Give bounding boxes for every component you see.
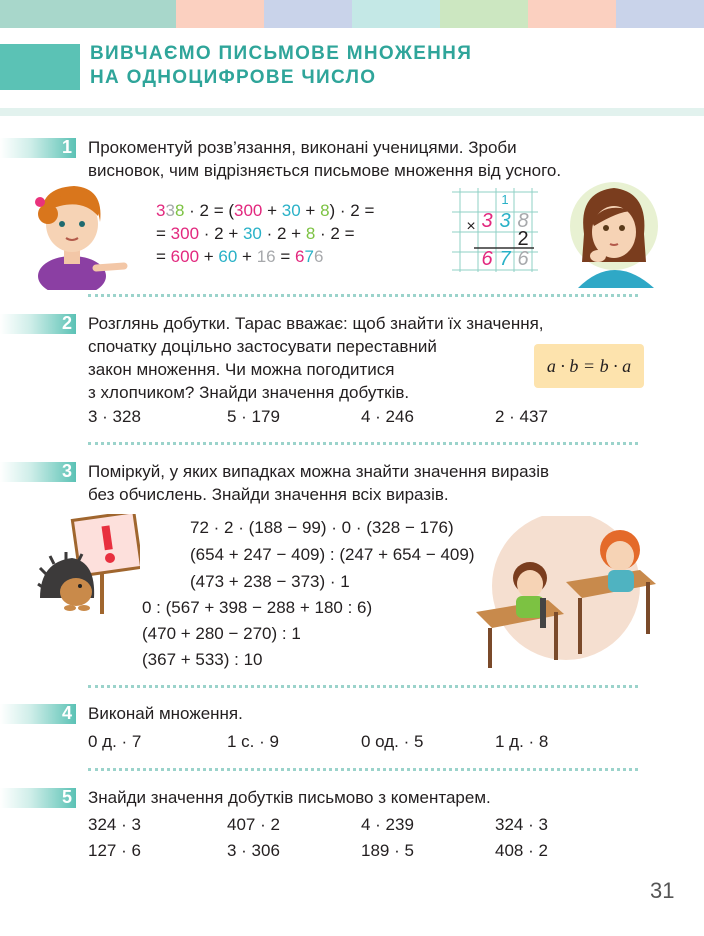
result-hundreds: 6	[295, 247, 305, 266]
digit-units: 8	[174, 201, 185, 220]
task1-line-2: висновок, чим відрізняється письмове множення від усного.	[88, 161, 562, 180]
task2-line-4: з хлопчиком? Знайди значення добутків.	[88, 383, 410, 402]
task-number-label: 1	[61, 137, 72, 157]
task-number-5	[0, 788, 76, 808]
pupils-at-desks-illustration	[470, 516, 666, 672]
title-line-2: НА ОДНОЦИФРОВЕ ЧИСЛО	[90, 67, 377, 88]
math-text: ) · 2 =	[329, 201, 375, 220]
carry-digit: 1	[501, 192, 509, 207]
task-number-label: 5	[61, 787, 72, 807]
top-digit: 3	[499, 210, 511, 232]
section-divider	[88, 294, 638, 297]
girl-illustration-left	[26, 180, 130, 290]
expression-line: (470 + 280 − 270) : 1	[142, 624, 301, 643]
task-number-4	[0, 704, 76, 724]
strip-segment	[440, 0, 528, 28]
commutative-law-formula: a · b = b · a	[534, 344, 644, 388]
expression-item: 408 · 2	[495, 841, 548, 860]
strip-segment	[0, 0, 88, 28]
header-band	[0, 44, 80, 90]
math-text: · 2 =	[315, 224, 355, 243]
tens-value: 30	[242, 224, 262, 243]
strip-segment	[88, 0, 176, 28]
expression-line: (367 + 533) : 10	[142, 650, 263, 669]
math-text: +	[262, 201, 282, 220]
top-digit: 8	[517, 210, 529, 232]
hedgehog-with-sign-illustration	[36, 514, 140, 614]
task-number-2	[0, 314, 76, 334]
result-digit: 7	[499, 248, 511, 270]
multiplier-digit: 2	[517, 228, 529, 250]
expression-item: 3 · 328	[88, 407, 141, 426]
task3-text	[88, 460, 549, 506]
math-text: · 2 = (	[184, 201, 235, 220]
strip-segment	[352, 0, 440, 28]
math-text: =	[156, 247, 171, 266]
hundreds-value: 300	[170, 224, 200, 243]
section-divider	[88, 442, 638, 445]
task2-text	[88, 312, 544, 404]
solution-line-2	[156, 224, 355, 244]
column-multiplication-grid	[452, 188, 538, 272]
digit-hundreds: 3	[156, 201, 166, 220]
strip-segment	[264, 0, 352, 28]
math-text: +	[237, 247, 257, 266]
task5-text: Знайди значення добутків письмово з коментарем.	[88, 788, 491, 807]
top-color-strip	[0, 0, 704, 28]
expression-item: 127 · 6	[88, 841, 141, 860]
page-title	[90, 42, 472, 90]
title-line-1: ВИВЧАЄМО ПИСЬМОВЕ МНОЖЕННЯ	[90, 43, 473, 64]
task3-line-2: без обчислень. Знайди значення всіх виразів.	[88, 485, 449, 504]
expression-line: 72 · 2 · (188 − 99) · 0 · (328 − 176)	[190, 518, 454, 537]
math-text: =	[156, 224, 171, 243]
task-number-label: 3	[61, 461, 72, 481]
units-value: 16	[256, 247, 276, 266]
expression-line: 0 : (567 + 398 − 288 + 180 : 6)	[142, 598, 373, 617]
units-value: 8	[305, 224, 316, 243]
result-digit: 6	[517, 248, 529, 270]
solution-line-1	[156, 201, 374, 221]
expression-item: 189 · 5	[361, 841, 414, 860]
math-text: =	[275, 247, 295, 266]
result-digit: 6	[481, 248, 493, 270]
girl-illustration-right	[564, 182, 664, 288]
header-divider	[0, 108, 704, 116]
page-number: 31	[650, 878, 675, 903]
expression-item: 3 · 306	[227, 841, 280, 860]
math-text: +	[199, 247, 219, 266]
expression-line: (473 + 238 − 373) · 1	[190, 572, 350, 591]
expression-item: 1 д. · 8	[495, 732, 549, 751]
strip-segment	[528, 0, 616, 28]
math-text: +	[300, 201, 321, 220]
expression-item: 1 с. · 9	[227, 732, 279, 751]
expression-item: 0 д. · 7	[88, 732, 142, 751]
hundreds-value: 600	[170, 247, 200, 266]
result-tens: 7	[304, 247, 314, 266]
task-number-1	[0, 138, 76, 158]
task-number-label: 2	[61, 313, 72, 333]
task1-line-1: Прокоментуй розв’язання, виконані ученицями. Зроби	[88, 138, 517, 157]
tens-value: 30	[281, 201, 301, 220]
section-divider	[88, 768, 638, 771]
expression-item: 2 · 437	[495, 407, 548, 426]
digit-tens: 3	[165, 201, 175, 220]
strip-segment	[176, 0, 264, 28]
math-text: · 2 +	[199, 224, 243, 243]
expression-item: 4 · 239	[361, 815, 414, 834]
tens-value: 60	[218, 247, 238, 266]
task2-line-3: закон множення. Чи можна погодитися	[88, 360, 395, 379]
times-sign: ×	[466, 218, 476, 235]
expression-item: 0 од. · 5	[361, 732, 424, 751]
task2-line-1: Розглянь добутки. Тарас вважає: щоб знайти їх значення,	[88, 314, 544, 333]
solution-line-3	[156, 247, 323, 267]
strip-segment	[616, 0, 704, 28]
result-units: 6	[313, 247, 324, 266]
task3-line-1: Поміркуй, у яких випадках можна знайти значення виразів	[88, 462, 550, 481]
math-text: · 2 +	[261, 224, 306, 243]
task-number-3	[0, 462, 76, 482]
units-value: 8	[320, 201, 330, 220]
task-number-label: 4	[61, 703, 72, 723]
task2-line-2: спочатку доцільно застосувати переставний	[88, 337, 437, 356]
expression-item: 324 · 3	[495, 815, 548, 834]
expression-line: (654 + 247 − 409) : (247 + 654 − 409)	[190, 545, 475, 564]
task4-text: Виконай множення.	[88, 704, 243, 723]
expression-item: 5 · 179	[227, 407, 280, 426]
hundreds-value: 300	[234, 201, 263, 220]
expression-item: 407 · 2	[227, 815, 280, 834]
section-divider	[88, 685, 638, 688]
task1-text	[88, 136, 561, 182]
top-digit: 3	[481, 210, 493, 232]
expression-item: 324 · 3	[88, 815, 141, 834]
expression-item: 4 · 246	[361, 407, 414, 426]
